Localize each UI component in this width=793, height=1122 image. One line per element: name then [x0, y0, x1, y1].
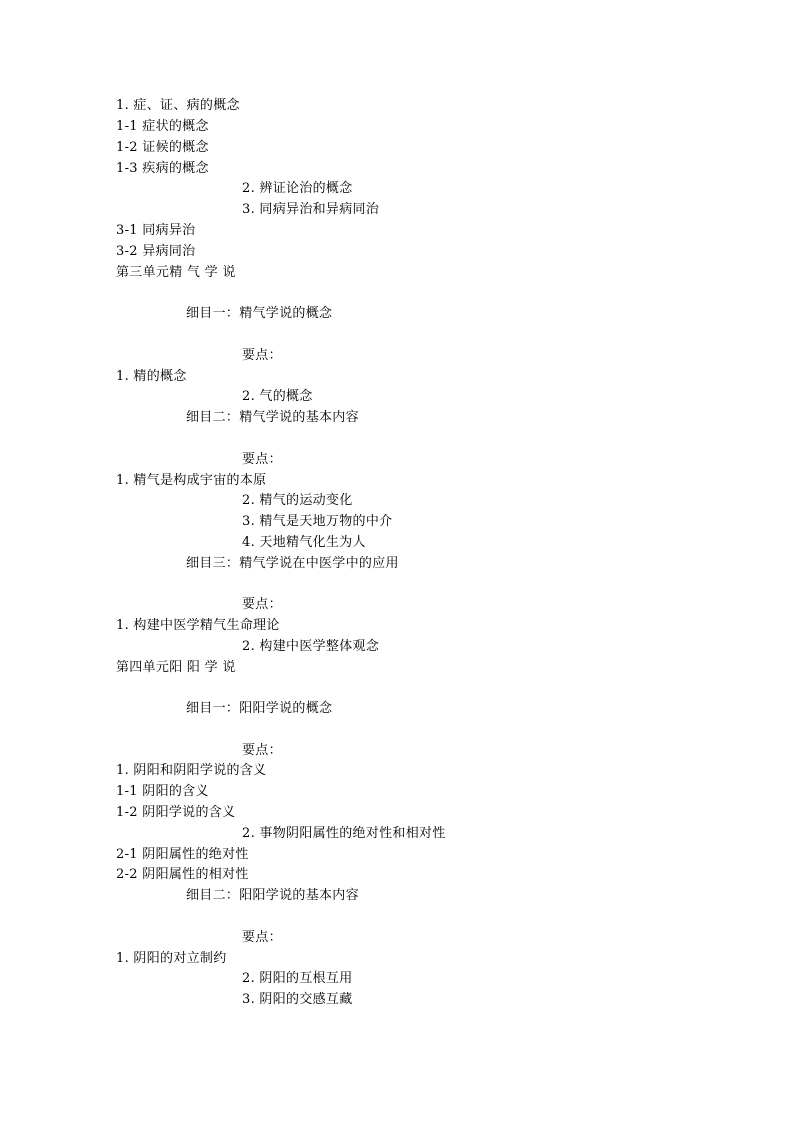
sub-item: 3-2 异病同治	[116, 244, 196, 259]
sub-item: 2-1 阴阳属性的绝对性	[116, 847, 249, 862]
item-heading: 2. 气的概念	[242, 389, 313, 404]
section-heading: 细目三：精气学说在中医学中的应用	[186, 556, 399, 571]
key-points-label: 要点：	[242, 452, 282, 467]
key-points-label: 要点：	[242, 743, 282, 758]
key-points-label: 要点：	[242, 930, 282, 945]
item-heading: 1. 精的概念	[116, 369, 187, 384]
item-heading: 2. 构建中医学整体观念	[242, 639, 380, 654]
section-heading: 细目二：阳阳学说的基本内容	[186, 888, 359, 903]
sub-item: 2-2 阴阳属性的相对性	[116, 867, 249, 882]
item-heading: 2. 事物阴阳属性的绝对性和相对性	[242, 826, 446, 841]
section-heading: 细目一：精气学说的概念	[186, 306, 333, 321]
key-points-label: 要点：	[242, 597, 282, 612]
sub-item: 1-1 症状的概念	[116, 119, 209, 134]
item-heading: 1. 阴阳的对立制约	[116, 951, 227, 966]
item-heading: 1. 构建中医学精气生命理论	[116, 618, 280, 633]
item-heading: 3. 同病异治和异病同治	[242, 202, 380, 217]
item-heading: 1. 阴阳和阴阳学说的含义	[116, 763, 267, 778]
sub-item: 1-3 疾病的概念	[116, 161, 209, 176]
item-heading: 2. 阴阳的互根互用	[242, 971, 353, 986]
item-heading: 3. 精气是天地万物的中介	[242, 514, 393, 529]
unit-heading: 第四单元阳 阳 学 说	[116, 660, 236, 675]
unit-heading: 第三单元精 气 学 说	[116, 265, 236, 280]
sub-item: 3-1 同病异治	[116, 223, 196, 238]
sub-item: 1-1 阴阳的含义	[116, 784, 209, 799]
key-points-label: 要点：	[242, 348, 282, 363]
item-heading: 1. 症、证、病的概念	[116, 98, 240, 113]
item-heading: 2. 精气的运动变化	[242, 493, 353, 508]
item-heading: 1. 精气是构成宇宙的本原	[116, 473, 267, 488]
item-heading: 2. 辨证论治的概念	[242, 181, 353, 196]
section-heading: 细目二：精气学说的基本内容	[186, 410, 359, 425]
sub-item: 1-2 证候的概念	[116, 140, 209, 155]
sub-item: 1-2 阴阳学说的含义	[116, 805, 236, 820]
section-heading: 细目一：阳阳学说的概念	[186, 701, 333, 716]
item-heading: 3. 阴阳的交感互藏	[242, 992, 353, 1007]
item-heading: 4. 天地精气化生为人	[242, 535, 366, 550]
